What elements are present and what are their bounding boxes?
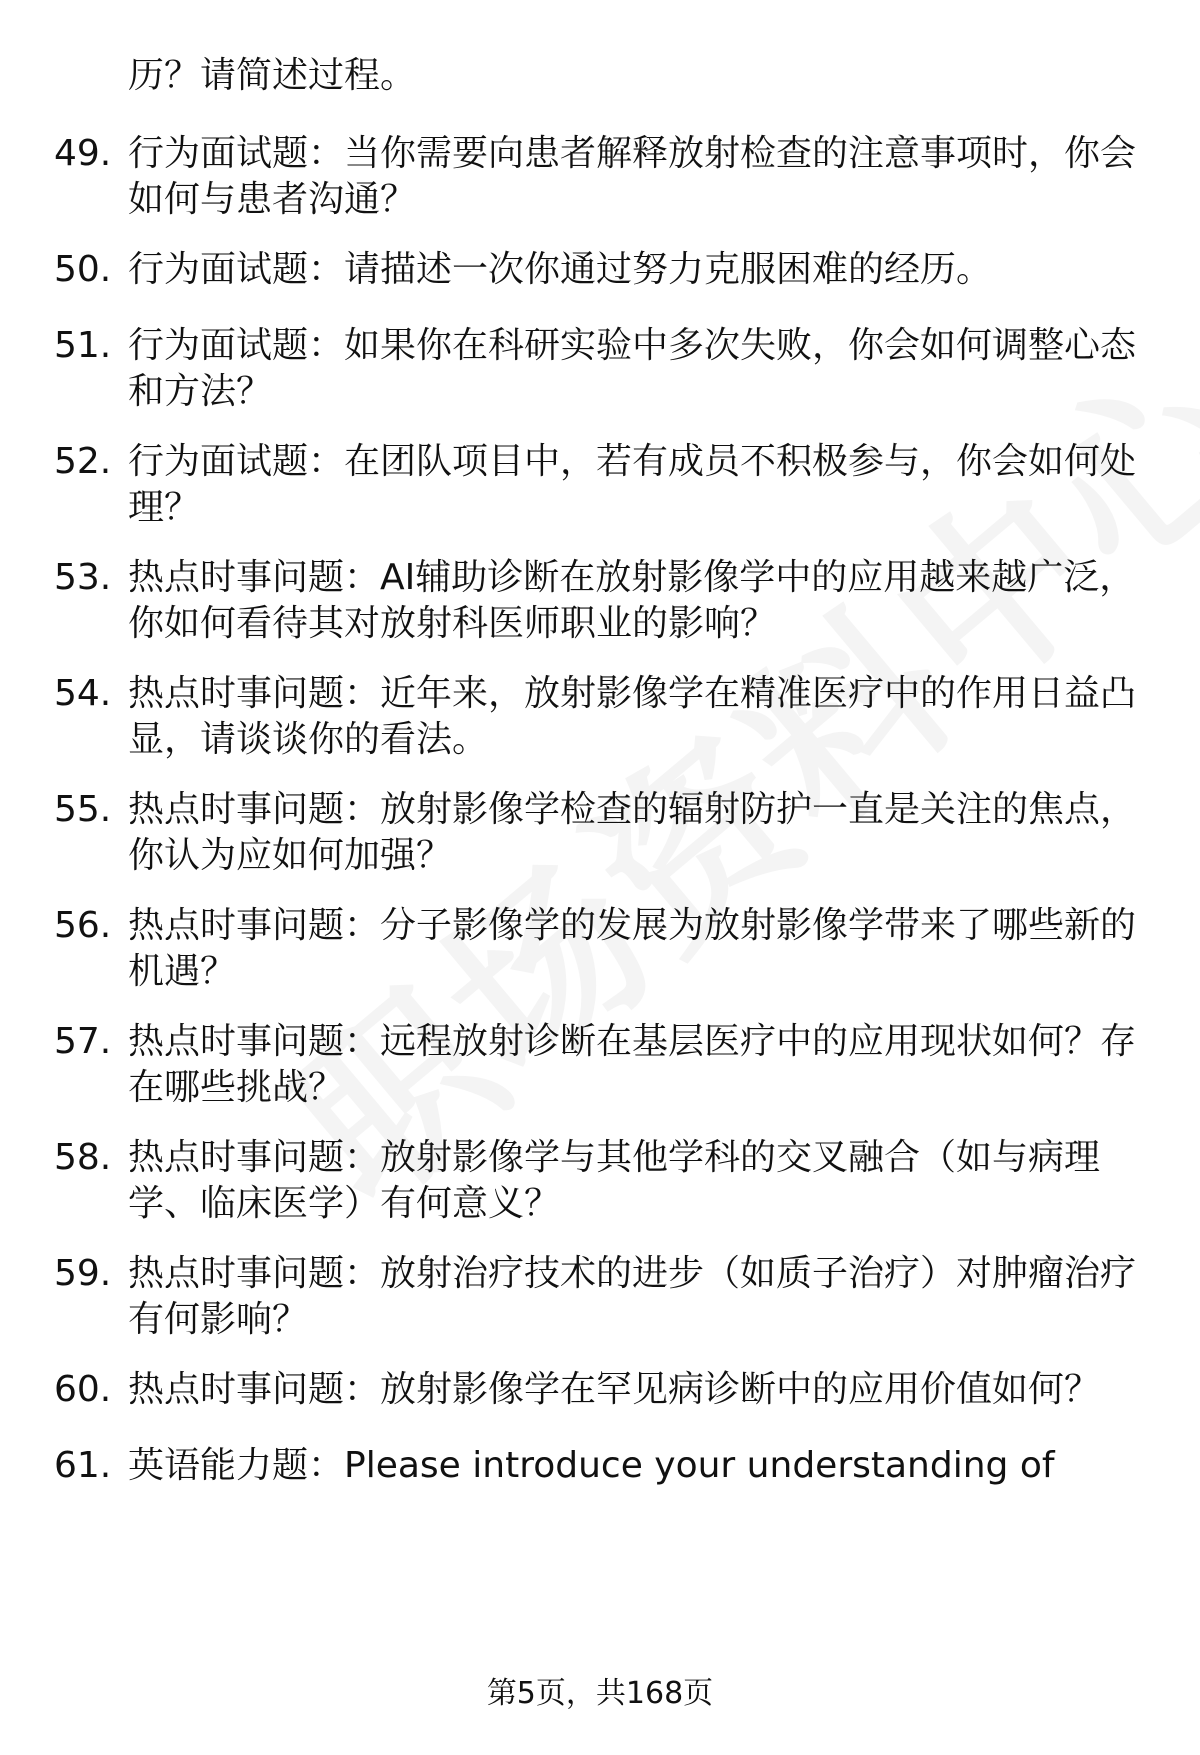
- item-text: 行为面试题：请描述一次你通过努力克服困难的经历。: [128, 249, 993, 290]
- item-number: 54.: [54, 673, 112, 714]
- item-text: 你如何看待其对放射科医师职业的影响？: [128, 603, 777, 644]
- item-number: 61.: [54, 1445, 112, 1486]
- item-text: 和方法？: [128, 371, 273, 412]
- item-text: 热点时事问题：远程放射诊断在基层医疗中的应用现状如何？存: [128, 1021, 1137, 1062]
- item-text: 行为面试题：当你需要向患者解释放射检查的注意事项时，你会: [128, 133, 1137, 174]
- item-text: 热点时事问题：近年来，放射影像学在精准医疗中的作用日益凸: [128, 673, 1137, 714]
- item-number: 60.: [54, 1369, 112, 1410]
- item-text: 热点时事问题：放射影像学在罕见病诊断中的应用价值如何？: [128, 1369, 1101, 1410]
- item-number: 56.: [54, 905, 112, 946]
- item-text: 英语能力题：Please introduce your understanding of: [128, 1445, 1055, 1486]
- continuation-text: 历？请简述过程。: [128, 55, 417, 96]
- item-text: 热点时事问题：放射治疗技术的进步（如质子治疗）对肿瘤治疗: [128, 1253, 1137, 1294]
- item-text: 行为面试题：在团队项目中，若有成员不积极参与，你会如何处: [128, 441, 1137, 482]
- item-number: 58.: [54, 1137, 112, 1178]
- item-text: 热点时事问题：分子影像学的发展为放射影像学带来了哪些新的: [128, 905, 1137, 946]
- item-text: 学、临床医学）有何意义？: [128, 1183, 561, 1224]
- item-text: 如何与患者沟通？: [128, 179, 417, 220]
- item-text: 热点时事问题：AI辅助诊断在放射影像学中的应用越来越广泛，: [128, 557, 1136, 598]
- item-text: 显，请谈谈你的看法。: [128, 719, 489, 760]
- item-number: 50.: [54, 249, 112, 290]
- item-number: 52.: [54, 441, 112, 482]
- item-number: 53.: [54, 557, 112, 598]
- item-text: 热点时事问题：放射影像学与其他学科的交叉融合（如与病理: [128, 1137, 1101, 1178]
- item-number: 59.: [54, 1253, 112, 1294]
- item-number: 49.: [54, 133, 112, 174]
- item-number: 51.: [54, 325, 112, 366]
- item-text: 行为面试题：如果你在科研实验中多次失败，你会如何调整心态: [128, 325, 1137, 366]
- item-number: 55.: [54, 789, 112, 830]
- item-text: 有何影响？: [128, 1299, 309, 1340]
- page-footer: 第5页，共168页: [486, 1676, 714, 1711]
- item-number: 57.: [54, 1021, 112, 1062]
- item-text: 理？: [128, 487, 201, 528]
- item-text: 你认为应如何加强？: [128, 835, 453, 876]
- item-text: 在哪些挑战？: [128, 1067, 345, 1108]
- item-text: 热点时事问题：放射影像学检查的辐射防护一直是关注的焦点，: [128, 789, 1137, 830]
- item-text: 机遇？: [128, 951, 237, 992]
